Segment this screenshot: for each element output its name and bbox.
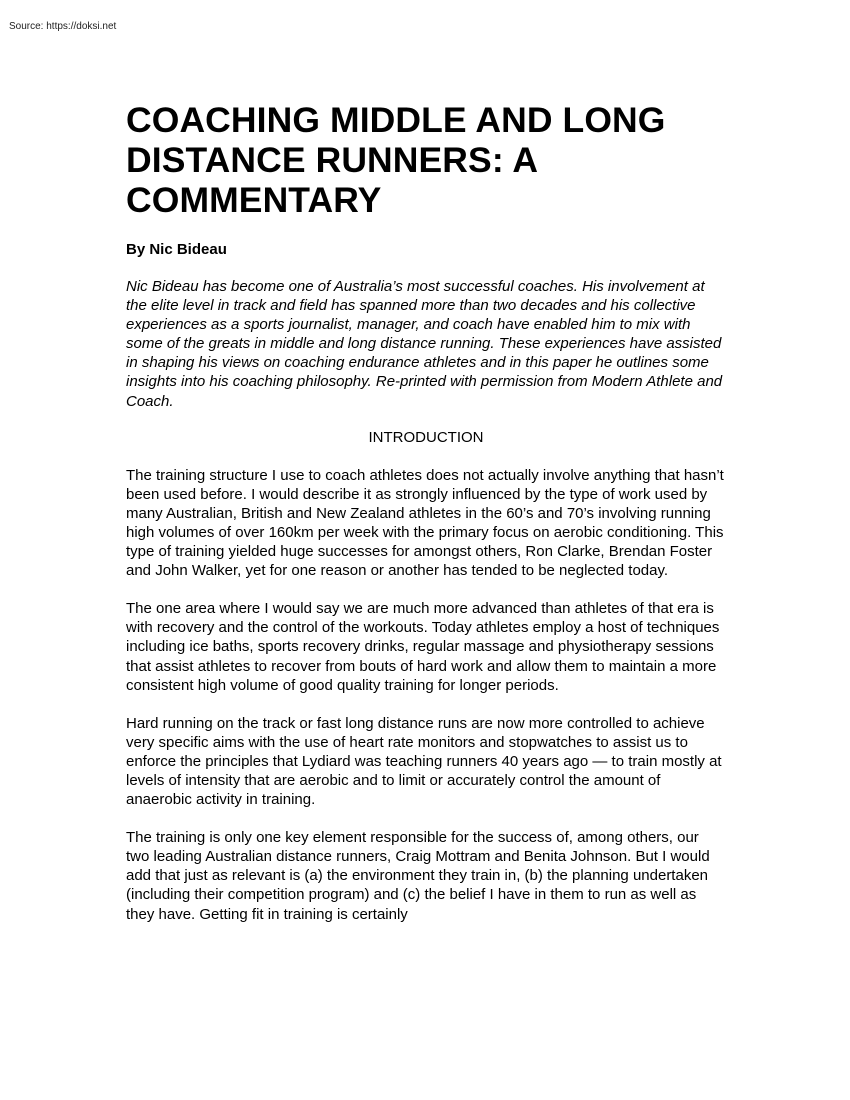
author-byline: By Nic Bideau	[126, 241, 227, 258]
body-paragraph-2: The one area where I would say we are much more advanced than athletes of that era is with recovery and the control of the workouts. Today athletes employ a host of techniques including ice baths, sports recovery drinks, regular massage and physiotherapy sessions that assist athletes to recover from bouts of hard work and allow them to maintain a more consistent high volume of good quality training for longer periods.	[126, 600, 720, 694]
body-paragraph-1: The training structure I use to coach athletes does not actually involve anything that hasn’t been used before. I would describe it as strongly influenced by the type of work used by many Australian, British and New Zealand athletes in the 60’s and 70’s involving running high volumes of over 160km per week with the primary focus on aerobic conditioning. This type of training yielded huge successes for amongst others, Ron Clarke, Brendan Foster and John Walker, yet for one reason or another has tended to be neglected today.	[126, 466, 724, 580]
source-label: Source: https://doksi.net	[9, 21, 117, 32]
body-paragraph-4: The training is only one key element responsible for the success of, among others, our two leading Australian distance runners, Craig Mottram and Benita Johnson. But I would add that just as relevant is (a) the environment they train in, (b) the planning undertaken (including their competition program) and (c) the belief I have in them to run as well as they have. Getting fit in training is certainly	[126, 829, 710, 923]
body-paragraph-3: Hard running on the track or fast long distance runs are now more controlled to achieve very specific aims with the use of heart rate monitors and stopwatches to assist us to enforce the principles that Lydiard was teaching runners 40 years ago — to train mostly at levels of intensity that are aerobic and to limit or accurately control the amount of anaerobic activity in training.	[126, 714, 722, 809]
section-heading-introduction: INTRODUCTION	[368, 428, 484, 446]
abstract-paragraph: Nic Bideau has become one of Australia’s most successful coaches. His involvement at the elite level in track and field has spanned more than two decades and his collective experiences as a sports journalist, manager, and coach have enabled him to mix with some of the greats in middle and long distance running. These experiences have assisted in shaping his views on coaching endurance athletes and in this paper he outlines some insights into his coaching philosophy. Re-printed with permission from Modern Athlete and Coach.	[126, 278, 723, 410]
document-body	[126, 100, 726, 924]
document-title: COACHING MIDDLE AND LONG DISTANCE RUNNERS: A COMMENTARY	[126, 100, 666, 220]
